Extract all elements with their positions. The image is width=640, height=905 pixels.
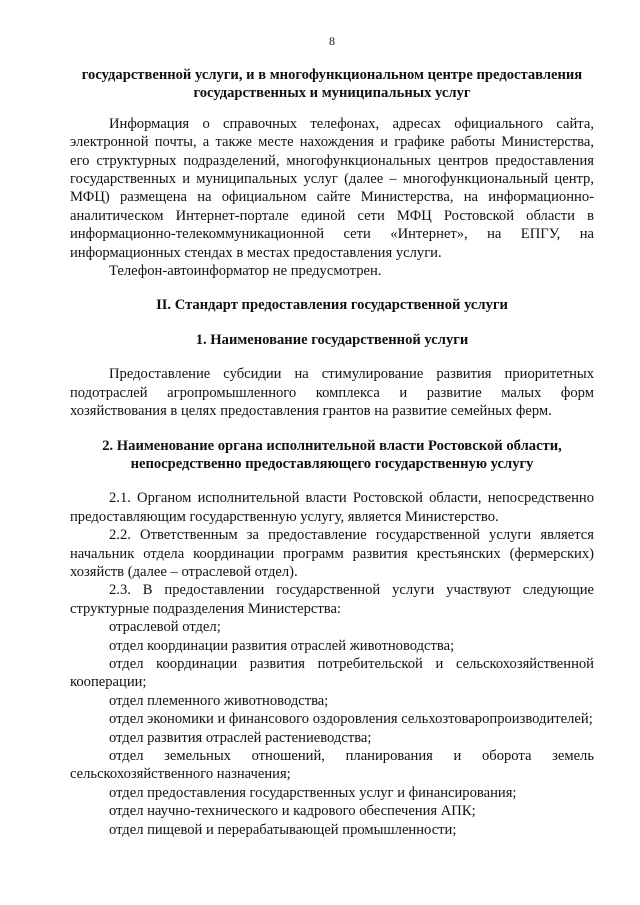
list-item: отдел племенного животноводства;	[109, 692, 329, 709]
page-number: 8	[329, 34, 335, 48]
phone-paragraph: Телефон-автоинформатор не предусмотрен.	[109, 263, 382, 280]
list-item: отдел предоставления государственных услуг и финансирования;	[109, 784, 517, 801]
subsection-1-paragraph: Предоставление субсидии на стимулирование развития приоритетных подотраслей агропромышленного комплекса и развитие малых форм хозяйствования в целях предоставления грантов на развитие семейных ферм.	[70, 366, 594, 420]
item-2-1: 2.1. Органом исполнительной власти Ростовской области, непосредственно предоставляющим государственную услугу, является Министерство.	[70, 490, 594, 525]
list-item: отдел развития отраслей растениеводства;	[109, 729, 372, 746]
list-item: отдел координации развития отраслей животноводства;	[109, 637, 455, 654]
item-2-2: 2.2. Ответственным за предоставление государственной услуги является начальник отдела координации программ развития крестьянских (фермерских) хозяйств (далее – отраслевой отдел).	[70, 527, 594, 580]
subsection-2-heading: 2. Наименование органа исполнительной власти Ростовской области, непосредственно предоставляющего государственную услугу	[102, 437, 562, 472]
list-item: отдел экономики и финансового оздоровления сельхозтоваропроизводителей;	[109, 711, 593, 728]
list-item: отдел пищевой и перерабатывающей промышленности;	[109, 821, 457, 838]
document-body	[70, 66, 594, 839]
item-2-3: 2.3. В предоставлении государственной услуги участвуют следующие структурные подразделения Министерства:	[70, 582, 594, 617]
subsection-1-heading: 1. Наименование государственной услуги	[195, 331, 469, 348]
list-item: отдел научно-технического и кадрового обеспечения АПК;	[109, 803, 476, 820]
section-2-heading: II. Стандарт предоставления государственной услуги	[156, 297, 508, 314]
info-paragraph: Информация о справочных телефонах, адресах официального сайта, электронной почты, а также месте нахождения и графике работы Министерства, его структурных подразделений, многофункциональных центров предоставления государственных и муниципальных услуг (далее – многофункциональный центр, МФЦ) размещена на официальном сайте Министерства, на информационно-аналитическом Интернет-портале единой сети МФЦ Ростовской области в информационно-телекоммуникационной сети «Интернет», на ЕПГУ, на информационных стендах в местах предоставления услуги.	[70, 115, 594, 261]
list-item: отраслевой отдел;	[109, 619, 221, 636]
list-item: отдел земельных отношений, планирования и оборота земель сельскохозяйственного назначения;	[70, 748, 594, 783]
document-page	[70, 0, 594, 905]
list-item: отдел координации развития потребительской и сельскохозяйственной кооперации;	[70, 655, 594, 691]
section-tail-heading: государственной услуги, и в многофункциональном центре предоставления государственных и муниципальных услуг	[81, 67, 583, 102]
